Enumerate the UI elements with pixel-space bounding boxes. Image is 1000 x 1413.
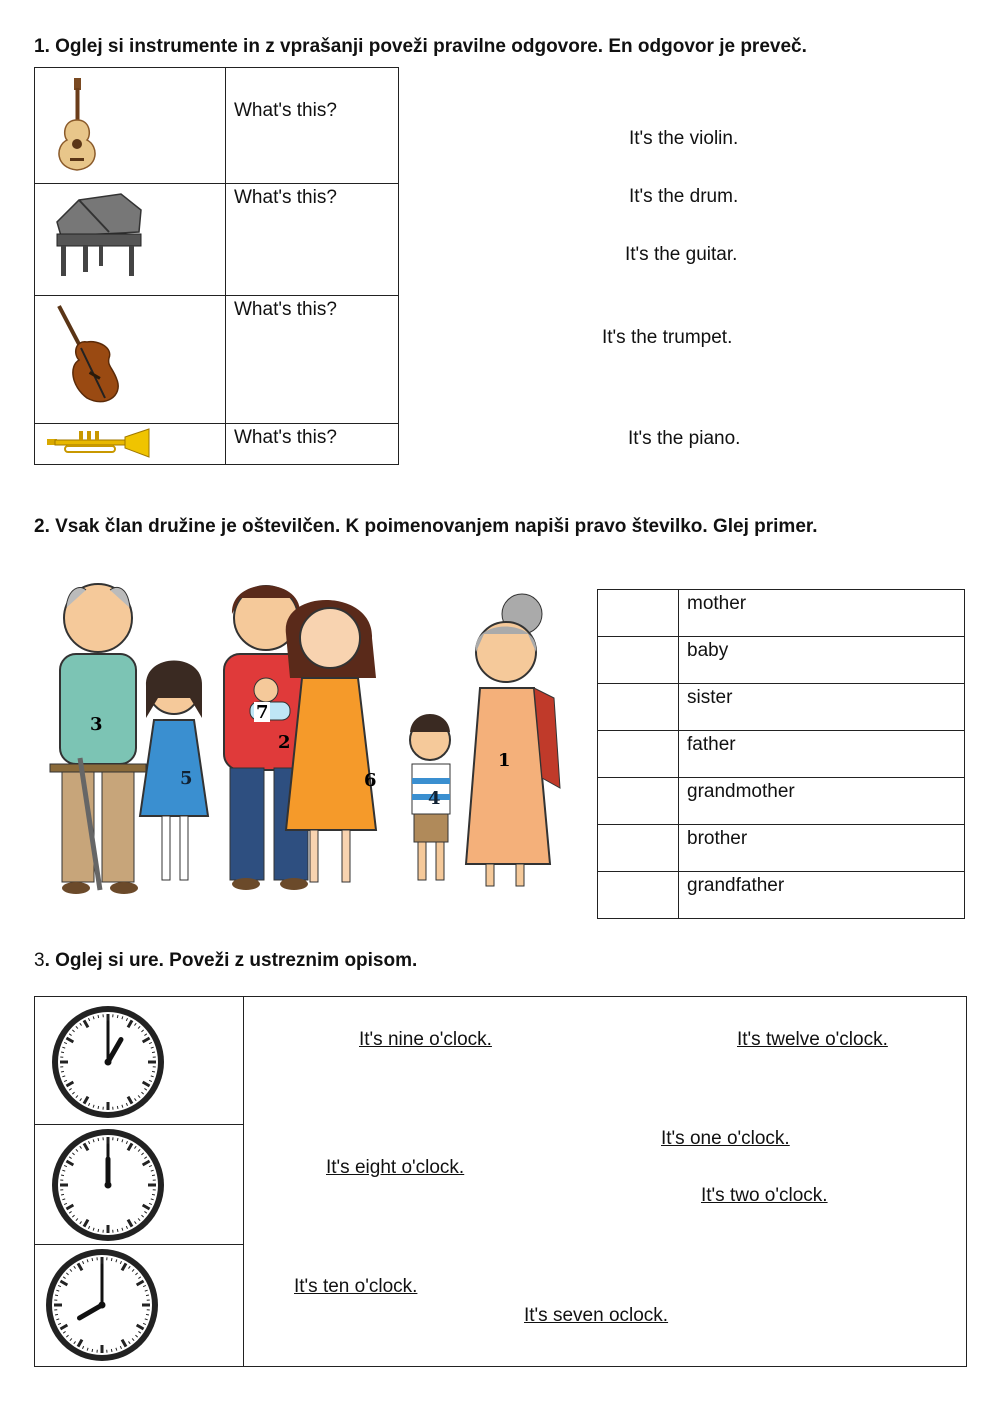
clock-tick [117, 1106, 118, 1109]
word-brother: brother [679, 825, 965, 872]
clock-tick [98, 1138, 99, 1141]
clock-tick [146, 1295, 149, 1296]
clock-tick [152, 1175, 155, 1176]
number-input[interactable] [598, 872, 679, 919]
clock-tick [98, 1015, 99, 1018]
trumpet-icon [45, 427, 155, 459]
clock-tick [117, 1138, 118, 1141]
number-input[interactable] [598, 825, 679, 872]
family-number-1: 1 [498, 750, 511, 771]
clock-tick [61, 1071, 64, 1072]
question-2: What's this? [226, 184, 399, 296]
option-ten[interactable]: It's ten o'clock. [294, 1276, 418, 1297]
option-seven[interactable]: It's seven oclock. [524, 1305, 669, 1326]
family-number-5: 5 [180, 768, 193, 789]
clock-tick [152, 1194, 155, 1195]
clock-center [99, 1302, 106, 1309]
clock-tick [92, 1349, 93, 1352]
clock-column [35, 997, 244, 1366]
word-grandmother: grandmother [679, 778, 965, 825]
family-number-3: 3 [90, 714, 103, 735]
clock-one-icon [49, 1003, 167, 1121]
word-baby: baby [679, 637, 965, 684]
family-number-2: 2 [278, 732, 291, 753]
section1-heading: 1. Oglej si instrumente in z vprašanji poveži pravilne odgovore. En odgovor je preveč. [34, 36, 807, 57]
clock-tick [146, 1314, 149, 1315]
sister-figure [140, 661, 208, 881]
section3-heading-text: . Oglej si ure. Poveži z ustreznim opisom. [44, 950, 418, 971]
clock-tick [152, 1071, 155, 1072]
number-input[interactable] [598, 637, 679, 684]
number-input[interactable] [598, 731, 679, 778]
option-two[interactable]: It's two o'clock. [701, 1185, 828, 1206]
clock-cell-3 [35, 1244, 243, 1366]
clock-tick [55, 1295, 58, 1296]
clock-tick [61, 1052, 64, 1053]
grandfather-figure [50, 584, 146, 894]
violin-icon [51, 302, 121, 417]
question-1: What's this? [226, 68, 399, 184]
clock-tick [61, 1194, 64, 1195]
clocks-box [34, 996, 967, 1367]
clock-center [105, 1182, 112, 1189]
question-4: What's this? [226, 424, 399, 465]
option-nine[interactable]: It's nine o'clock. [359, 1029, 492, 1050]
family-words-table [597, 589, 965, 919]
guitar-icon [47, 76, 107, 176]
answer-trumpet: It's the trumpet. [602, 327, 733, 348]
piano-cell [35, 184, 226, 296]
word-mother: mother [679, 590, 965, 637]
clock-tick [98, 1229, 99, 1232]
answer-guitar: It's the guitar. [625, 244, 738, 265]
option-twelve[interactable]: It's twelve o'clock. [737, 1029, 888, 1050]
clock-cell-2 [35, 1124, 243, 1245]
guitar-cell [35, 68, 226, 184]
trumpet-cell [35, 424, 226, 465]
word-sister: sister [679, 684, 965, 731]
clock-tick [111, 1258, 112, 1261]
clock-cell-1 [35, 997, 243, 1125]
answer-drum: It's the drum. [629, 186, 739, 207]
clock-eight-icon [43, 1246, 161, 1364]
section3-number: 3 [34, 950, 45, 971]
option-one[interactable]: It's one o'clock. [661, 1128, 790, 1149]
family-number-4: 4 [428, 788, 441, 809]
clock-tick [111, 1349, 112, 1352]
word-father: father [679, 731, 965, 778]
family-illustration [40, 568, 570, 900]
question-3: What's this? [226, 296, 399, 424]
family-number-7: 7 [256, 702, 269, 723]
clock-twelve-icon [49, 1126, 167, 1244]
piano-icon [49, 192, 149, 282]
word-grandfather: grandfather [679, 872, 965, 919]
clock-tick [92, 1258, 93, 1261]
number-input[interactable] [598, 590, 679, 637]
clock-tick [117, 1229, 118, 1232]
violin-cell [35, 296, 226, 424]
answer-violin: It's the violin. [629, 128, 739, 149]
section2-heading: 2. Vsak član družine je oštevilčen. K poimenovanjem napiši pravo številko. Glej primer. [34, 516, 818, 537]
family-number-6: 6 [364, 770, 377, 791]
clock-tick [55, 1314, 58, 1315]
number-input[interactable] [598, 684, 679, 731]
option-eight[interactable]: It's eight o'clock. [326, 1157, 465, 1178]
instrument-table [34, 67, 399, 465]
grandmother-figure [466, 594, 560, 886]
clock-tick [61, 1175, 64, 1176]
clock-tick [98, 1106, 99, 1109]
section3-heading [34, 950, 417, 972]
answer-piano: It's the piano. [628, 428, 741, 449]
clock-center [105, 1059, 112, 1066]
clock-tick [152, 1052, 155, 1053]
number-input[interactable] [598, 778, 679, 825]
clock-tick [117, 1015, 118, 1018]
